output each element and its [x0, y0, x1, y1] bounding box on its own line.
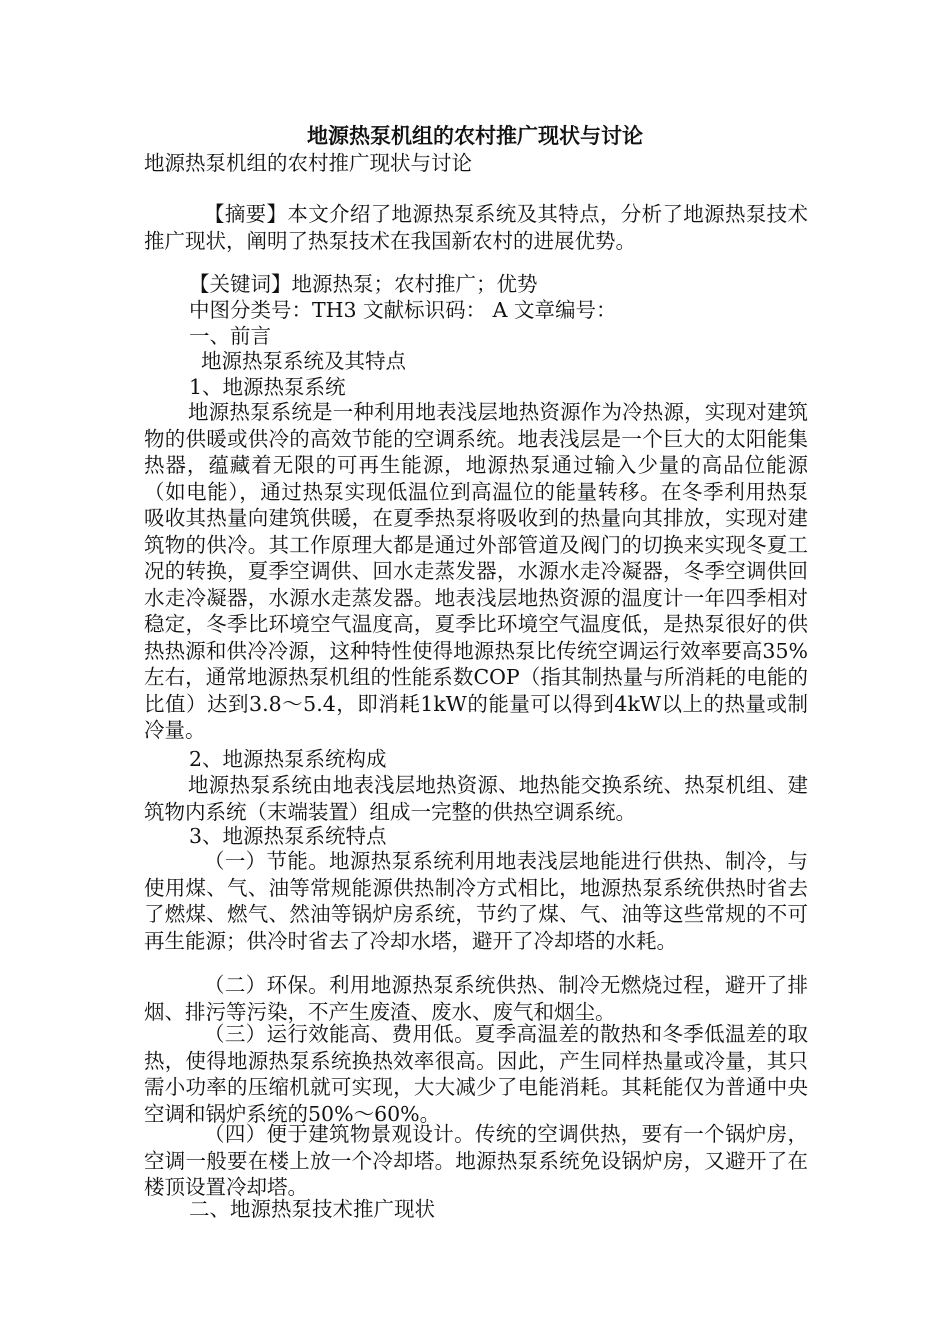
paragraph-energy-saving: （一）节能。地源热泵系统利用地表浅层地能进行供热、制冷，与使用煤、气、油等常规能源供热制冷方式相比，地源热泵系统供热时省去了燃煤、燃气、然油等锅炉房系统，节约了煤、气、油等这些常规的不可再生能源；供冷时省去了冷却水塔，避开了冷却塔的水耗。 [144, 849, 808, 953]
document-subtitle: 地源热泵机组的农村推广现状与讨论 [144, 151, 472, 175]
paragraph-efficiency: （三）运行效能高、费用低。夏季高温差的散热和冬季低温差的取热，使得地源热泵系统换热效率很高。因此，产生同样热量或冷量，其只需小功率的压缩机就可实现，大大减少了电能消耗。其耗能仅为普通中央空调和锅炉系统的50%～60%。 [144, 1022, 808, 1126]
section-heading-promotion-status: 二、地源热泵技术推广现状 [189, 1197, 435, 1221]
paragraph-system-composition: 地源热泵系统由地表浅层地热资源、地热能交换系统、热泵机组、建筑物内系统（末端装置）组成一完整的供热空调系统。 [144, 773, 808, 824]
paragraph-system-description: 地源热泵系统是一种利用地表浅层地热资源作为冷热源，实现对建筑物的供暖或供冷的高效节能的空调系统。地表浅层是一个巨大的太阳能集热器，蕴藏着无限的可再生能源，地源热泵通过输入少量的高品位能源（如电能），通过热泵实现低温位到高温位的能量转移。在冬季利用热泵吸收其热量向建筑供暖，在夏季热泵将吸收到的热量向其排放，实现对建筑物的供冷。其工作原理大都是通过外部管道及阀门的切换来实现冬夏工况的转换，夏季空调供、回水走蒸发器，水源水走冷凝器，冬季空调供回水走冷凝器，水源水走蒸发器。地表浅层地热资源的温度计一年四季相对稳定，冬季比环境空气温度高，夏季比环境空气温度低，是热泵很好的供热热源和供冷冷源，这种特性使得地源热泵比传统空调运行效率要高35%左右，通常地源热泵机组的性能系数COP（指其制热量与所消耗的电能的比值）达到3.8～5.4，即消耗1kW的能量可以得到4kW以上的热量或制冷量。 [144, 400, 808, 742]
paragraph-landscape-design: （四）便于建筑物景观设计。传统的空调供热，要有一个锅炉房，空调一般要在楼上放一个冷却塔。地源热泵系统免设锅炉房，又避开了在楼顶设置冷却塔。 [144, 1122, 808, 1199]
keywords-line: 【关键词】地源热泵；农村推广；优势 [189, 272, 538, 296]
subsection-heading-system: 地源热泵系统及其特点 [201, 349, 406, 373]
classification-line: 中图分类号：TH3 文献标识码： A 文章编号： [189, 298, 617, 322]
paragraph-environmental: （二）环保。利用地源热泵系统供热、制冷无燃烧过程，避开了排烟、排污等污染，不产生废渣、废水、废气和烟尘。 [144, 973, 808, 1024]
heading-system-features: 3、地源热泵系统特点 [189, 824, 387, 848]
document-title: 地源热泵机组的农村推广现状与讨论 [307, 123, 643, 148]
heading-system-composition: 2、地源热泵系统构成 [189, 747, 387, 771]
section-heading-preface: 一、前言 [189, 324, 271, 348]
abstract-paragraph: 【摘要】本文介绍了地源热泵系统及其特点，分析了地源热泵技术推广现状，阐明了热泵技术在我国新农村的进展优势。 [144, 202, 808, 253]
heading-ground-source-system: 1、地源热泵系统 [189, 375, 346, 399]
